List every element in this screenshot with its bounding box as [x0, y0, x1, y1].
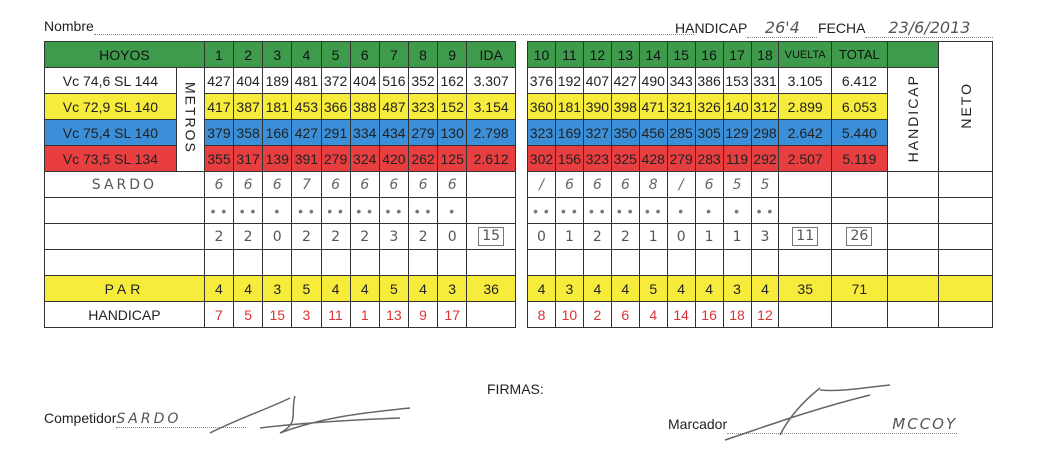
distance-cell: 140	[723, 94, 751, 120]
stroke-cell: 6	[583, 172, 611, 198]
distance-cell: 279	[408, 120, 437, 146]
hole-handicap-cell: 4	[639, 302, 667, 328]
distance-cell: 407	[583, 68, 611, 94]
points-cell: 2	[408, 224, 437, 250]
par-label: PAR	[45, 276, 205, 302]
hole-handicap-cell: 3	[292, 302, 321, 328]
distance-cell: 404	[350, 68, 379, 94]
par-cell: 4	[204, 276, 233, 302]
hole-handicap-cell: 17	[438, 302, 467, 328]
empty-cell	[467, 198, 516, 224]
distance-cell: 324	[350, 146, 379, 172]
points-cell: 2	[350, 224, 379, 250]
points-total-grand: 26	[846, 227, 872, 246]
hole-number: 9	[438, 42, 467, 68]
par-cell: 4	[528, 276, 556, 302]
distance-cell: 417	[204, 94, 233, 120]
dot-cell: • •	[321, 198, 350, 224]
distance-cell: 434	[379, 120, 408, 146]
distance-cell: 323	[583, 146, 611, 172]
distance-cell: 321	[667, 94, 695, 120]
points-cell: 1	[639, 224, 667, 250]
stroke-cell: 6	[555, 172, 583, 198]
distance-cell: 292	[751, 146, 779, 172]
handicap-header: HANDICAP	[905, 73, 922, 163]
dot-cell: • •	[234, 198, 263, 224]
hole-number: 5	[321, 42, 350, 68]
hole-handicap-cell: 18	[723, 302, 751, 328]
distance-cell: 471	[639, 94, 667, 120]
stroke-cell: 6	[438, 172, 467, 198]
stroke-cell: 6	[234, 172, 263, 198]
distance-cell: 379	[204, 120, 233, 146]
vuelta-total-cell: 3.105	[779, 68, 832, 94]
points-row	[45, 224, 516, 250]
tee-name: Vc 72,9 SL 140	[45, 94, 177, 120]
stroke-cell: 5	[723, 172, 751, 198]
vuelta-header: VUELTA	[779, 42, 832, 68]
handicap-row	[528, 302, 993, 328]
empty-cell	[467, 302, 516, 328]
distance-cell: 420	[379, 146, 408, 172]
distance-cell: 285	[667, 120, 695, 146]
dots-row	[45, 198, 516, 224]
marcador-label: Marcador	[668, 416, 728, 432]
points-total-ida: 15	[478, 227, 504, 246]
handicap-header-top	[887, 42, 938, 68]
stroke-cell: 6	[408, 172, 437, 198]
distance-cell: 387	[234, 94, 263, 120]
points-cell: 2	[611, 224, 639, 250]
stroke-cell: 6	[350, 172, 379, 198]
distance-cell: 262	[408, 146, 437, 172]
distance-cell: 312	[751, 94, 779, 120]
handicap-row	[45, 302, 516, 328]
points-total-cell	[467, 224, 516, 250]
points-cell: 0	[667, 224, 695, 250]
distance-cell: 291	[321, 120, 350, 146]
empty-cell	[45, 198, 205, 224]
distance-cell: 456	[639, 120, 667, 146]
points-cell: 2	[583, 224, 611, 250]
stroke-cell: 6	[263, 172, 292, 198]
distance-cell: 428	[639, 146, 667, 172]
par-cell: 4	[321, 276, 350, 302]
distance-cell: 427	[292, 120, 321, 146]
dot-cell: • •	[528, 198, 556, 224]
competidor-label: Competidor	[44, 410, 117, 426]
dot-cell: • •	[639, 198, 667, 224]
marcador-value: MCCOY	[727, 415, 957, 434]
par-row	[45, 276, 516, 302]
handicap-field	[675, 18, 817, 38]
points-vuelta-cell	[779, 224, 832, 250]
grand-total-cell: 5.119	[831, 146, 887, 172]
competidor-value: SARDO	[116, 411, 246, 428]
nombre-label: Nombre	[44, 18, 94, 34]
empty-cell	[467, 172, 516, 198]
points-cell: 1	[723, 224, 751, 250]
tee-row-red	[45, 146, 516, 172]
distance-cell: 326	[695, 94, 723, 120]
tee-name: Vc 74,6 SL 144	[45, 68, 177, 94]
dot-cell: •	[438, 198, 467, 224]
distance-cell: 302	[528, 146, 556, 172]
stroke-cell: 6	[379, 172, 408, 198]
points-cell: 1	[695, 224, 723, 250]
distance-cell: 404	[234, 68, 263, 94]
distance-cell: 516	[379, 68, 408, 94]
distance-cell: 427	[611, 68, 639, 94]
ida-total-cell: 3.307	[467, 68, 516, 94]
grand-total-cell: 6.053	[831, 94, 887, 120]
dot-cell: • •	[751, 198, 779, 224]
ida-total-cell: 2.798	[467, 120, 516, 146]
hole-number: 1	[204, 42, 233, 68]
distance-cell: 153	[723, 68, 751, 94]
tee-row-white	[45, 68, 516, 94]
holes-row	[528, 42, 993, 68]
distance-cell: 283	[695, 146, 723, 172]
stroke-cell: 6	[695, 172, 723, 198]
points-cell: 0	[263, 224, 292, 250]
tee-row-blue	[45, 120, 516, 146]
hole-handicap-cell: 9	[408, 302, 437, 328]
hole-number: 2	[234, 42, 263, 68]
hole-number: 16	[695, 42, 723, 68]
dot-cell: • •	[204, 198, 233, 224]
holes-row	[45, 42, 516, 68]
tee-row-yellow	[45, 94, 516, 120]
distance-cell: 390	[583, 94, 611, 120]
grand-total-cell: 6.412	[831, 68, 887, 94]
hole-number: 12	[583, 42, 611, 68]
ida-header: IDA	[467, 42, 516, 68]
hole-handicap-cell: 11	[321, 302, 350, 328]
dot-cell: • •	[611, 198, 639, 224]
distance-cell: 181	[555, 94, 583, 120]
par-cell: 4	[583, 276, 611, 302]
distance-cell: 279	[667, 146, 695, 172]
distance-cell: 350	[611, 120, 639, 146]
par-cell: 3	[723, 276, 751, 302]
points-cell: 3	[751, 224, 779, 250]
distance-cell: 305	[695, 120, 723, 146]
distance-cell: 487	[379, 94, 408, 120]
distance-cell: 386	[695, 68, 723, 94]
handicap-row-label: HANDICAP	[45, 302, 205, 328]
fecha-field	[818, 18, 993, 38]
total-header: TOTAL	[831, 42, 887, 68]
tee-name: Vc 75,4 SL 140	[45, 120, 177, 146]
stroke-cell: 6	[204, 172, 233, 198]
par-row	[528, 276, 993, 302]
handicap-label: HANDICAP	[675, 20, 748, 36]
distance-cell: 327	[583, 120, 611, 146]
tee-row-white	[528, 68, 993, 94]
dots-row	[528, 198, 993, 224]
hole-handicap-cell: 1	[350, 302, 379, 328]
distance-cell: 343	[667, 68, 695, 94]
par-cell: 5	[639, 276, 667, 302]
distance-cell: 352	[408, 68, 437, 94]
metros-label-cell	[176, 68, 204, 172]
hole-handicap-cell: 12	[751, 302, 779, 328]
dot-cell: • •	[555, 198, 583, 224]
points-cell: 2	[292, 224, 321, 250]
vuelta-total-cell: 2.642	[779, 120, 832, 146]
distance-cell: 358	[234, 120, 263, 146]
ida-total-cell: 3.154	[467, 94, 516, 120]
hoyos-header: HOYOS	[45, 42, 205, 68]
par-total-cell: 36	[467, 276, 516, 302]
hole-handicap-cell: 13	[379, 302, 408, 328]
grand-total-cell: 5.440	[831, 120, 887, 146]
par-cell: 4	[408, 276, 437, 302]
par-cell: 3	[438, 276, 467, 302]
hole-handicap-cell: 15	[263, 302, 292, 328]
distance-cell: 372	[321, 68, 350, 94]
fecha-label: FECHA	[818, 20, 866, 36]
dot-cell: • •	[292, 198, 321, 224]
distance-cell: 189	[263, 68, 292, 94]
distance-cell: 152	[438, 94, 467, 120]
points-cell: 0	[528, 224, 556, 250]
distance-cell: 129	[723, 120, 751, 146]
dot-cell: •	[695, 198, 723, 224]
stroke-cell: 7	[292, 172, 321, 198]
neto-header-cell	[939, 42, 993, 172]
dot-cell: •	[263, 198, 292, 224]
distance-cell: 391	[292, 146, 321, 172]
player-name: SARDO	[45, 172, 205, 198]
neto-header: NETO	[957, 81, 974, 129]
stroke-cell: 5	[751, 172, 779, 198]
dot-cell: • •	[583, 198, 611, 224]
distance-cell: 130	[438, 120, 467, 146]
distance-cell: 162	[438, 68, 467, 94]
hole-number: 14	[639, 42, 667, 68]
nombre-field	[44, 18, 694, 35]
points-cell: 0	[438, 224, 467, 250]
tee-name: Vc 73,5 SL 134	[45, 146, 177, 172]
dot-cell: • •	[350, 198, 379, 224]
nombre-line	[94, 18, 694, 35]
distance-cell: 360	[528, 94, 556, 120]
distance-cell: 366	[321, 94, 350, 120]
distance-cell: 166	[263, 120, 292, 146]
points-cell: 2	[234, 224, 263, 250]
distance-cell: 481	[292, 68, 321, 94]
par-cell: 4	[751, 276, 779, 302]
hole-number: 4	[292, 42, 321, 68]
blank-row	[528, 250, 993, 276]
par-cell: 3	[555, 276, 583, 302]
points-row	[528, 224, 993, 250]
strokes-row	[528, 172, 993, 198]
back-nine-table	[527, 41, 993, 328]
vuelta-total-cell: 2.507	[779, 146, 832, 172]
distance-cell: 323	[408, 94, 437, 120]
hole-number: 11	[555, 42, 583, 68]
distance-cell: 453	[292, 94, 321, 120]
competidor-signature	[200, 388, 420, 443]
strokes-row	[45, 172, 516, 198]
stroke-cell: 8	[639, 172, 667, 198]
vuelta-total-cell: 2.899	[779, 94, 832, 120]
hole-handicap-cell: 16	[695, 302, 723, 328]
stroke-cell: 6	[611, 172, 639, 198]
hole-number: 17	[723, 42, 751, 68]
distance-cell: 398	[611, 94, 639, 120]
hole-number: 13	[611, 42, 639, 68]
points-cell: 1	[555, 224, 583, 250]
handicap-value: 26'4	[747, 18, 817, 38]
firmas-label: FIRMAS:	[487, 381, 544, 397]
distance-cell: 317	[234, 146, 263, 172]
hole-number: 8	[408, 42, 437, 68]
hole-number: 15	[667, 42, 695, 68]
distance-cell: 376	[528, 68, 556, 94]
distance-cell: 181	[263, 94, 292, 120]
hole-handicap-cell: 5	[234, 302, 263, 328]
par-cell: 4	[695, 276, 723, 302]
hole-number: 3	[263, 42, 292, 68]
dot-cell: •	[723, 198, 751, 224]
distance-cell: 192	[555, 68, 583, 94]
distance-cell: 490	[639, 68, 667, 94]
points-total-cell	[831, 224, 887, 250]
hole-number: 10	[528, 42, 556, 68]
par-cell: 5	[292, 276, 321, 302]
hole-handicap-cell: 10	[555, 302, 583, 328]
stroke-cell: /	[528, 172, 556, 198]
distance-cell: 388	[350, 94, 379, 120]
par-cell: 4	[611, 276, 639, 302]
metros-label: METROS	[182, 82, 199, 154]
distance-cell: 139	[263, 146, 292, 172]
distance-cell: 427	[204, 68, 233, 94]
empty-cell	[45, 224, 205, 250]
points-cell: 3	[379, 224, 408, 250]
distance-cell: 355	[204, 146, 233, 172]
par-vuelta-cell: 35	[779, 276, 832, 302]
hole-handicap-cell: 7	[204, 302, 233, 328]
dot-cell: • •	[408, 198, 437, 224]
stroke-cell: /	[667, 172, 695, 198]
hole-handicap-cell: 8	[528, 302, 556, 328]
hole-handicap-cell: 14	[667, 302, 695, 328]
par-cell: 4	[667, 276, 695, 302]
dot-cell: •	[667, 198, 695, 224]
distance-cell: 125	[438, 146, 467, 172]
distance-cell: 323	[528, 120, 556, 146]
hole-handicap-cell: 2	[583, 302, 611, 328]
distance-cell: 331	[751, 68, 779, 94]
hole-number: 7	[379, 42, 408, 68]
fecha-value: 23/6/2013	[865, 18, 993, 38]
par-cell: 4	[350, 276, 379, 302]
distance-cell: 298	[751, 120, 779, 146]
blank-row	[45, 250, 516, 276]
handicap-header-cell	[887, 68, 938, 172]
hole-number: 18	[751, 42, 779, 68]
stroke-cell: 6	[321, 172, 350, 198]
dot-cell: • •	[379, 198, 408, 224]
distance-cell: 156	[555, 146, 583, 172]
distance-cell: 279	[321, 146, 350, 172]
hole-handicap-cell: 6	[611, 302, 639, 328]
points-total-vuelta: 11	[792, 227, 818, 246]
hole-number: 6	[350, 42, 379, 68]
distance-cell: 325	[611, 146, 639, 172]
front-nine-table	[44, 41, 516, 328]
distance-cell: 169	[555, 120, 583, 146]
points-cell: 2	[321, 224, 350, 250]
par-total-cell: 71	[831, 276, 887, 302]
par-cell: 4	[234, 276, 263, 302]
distance-cell: 119	[723, 146, 751, 172]
points-cell: 2	[204, 224, 233, 250]
ida-total-cell: 2.612	[467, 146, 516, 172]
par-cell: 5	[379, 276, 408, 302]
par-cell: 3	[263, 276, 292, 302]
distance-cell: 334	[350, 120, 379, 146]
marcador-signature	[720, 380, 920, 450]
